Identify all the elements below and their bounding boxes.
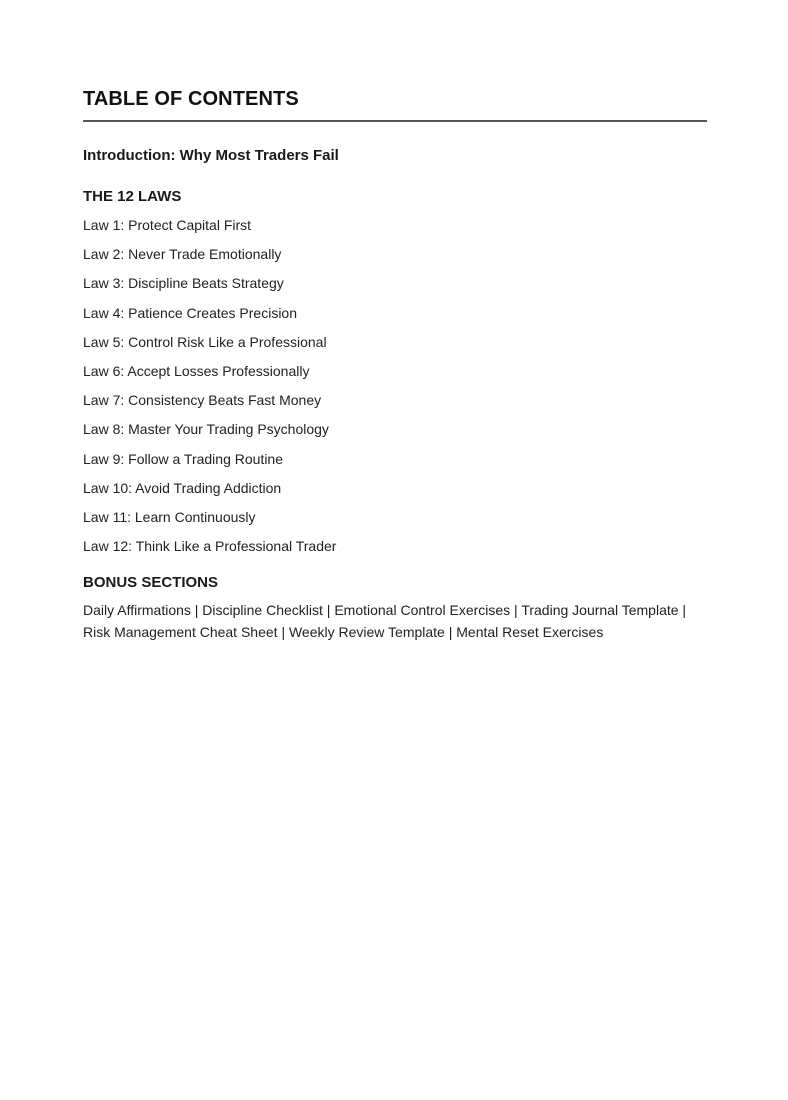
toc-entry-law-12: Law 12: Think Like a Professional Trader xyxy=(83,538,337,555)
bonus-section-heading: BONUS SECTIONS xyxy=(83,574,219,592)
laws-section-heading: THE 12 LAWS xyxy=(83,188,182,205)
toc-entry-law-5: Law 5: Control Risk Like a Professional xyxy=(83,333,327,350)
laws-list xyxy=(83,215,707,565)
toc-entry-law-7: Law 7: Consistency Beats Fast Money xyxy=(83,392,322,409)
page-title: TABLE OF CONTENTS xyxy=(83,88,299,110)
toc-entry-law-10: Law 10: Avoid Trading Addiction xyxy=(83,479,282,496)
toc-entry-law-9: Law 9: Follow a Trading Routine xyxy=(83,450,283,467)
title-divider xyxy=(83,120,707,122)
toc-entry-law-6: Law 6: Accept Losses Professionally xyxy=(83,362,310,379)
toc-entry-law-8: Law 8: Master Your Trading Psychology xyxy=(83,421,329,438)
toc-entry-law-3: Law 3: Discipline Beats Strategy xyxy=(83,275,284,292)
table-of-contents xyxy=(83,86,707,643)
toc-entry-law-2: Law 2: Never Trade Emotionally xyxy=(83,246,282,263)
bonus-sections-list: Daily Affirmations | Discipline Checklist | Emotional Control Exercises | Trading Journal Template | Risk Management Cheat Sheet | Weekly Review Template | Mental Reset Exercises xyxy=(83,602,687,641)
toc-entry-law-11: Law 11: Learn Continuously xyxy=(83,508,256,525)
toc-entry-law-4: Law 4: Patience Creates Precision xyxy=(83,304,297,321)
toc-entry-law-1: Law 1: Protect Capital First xyxy=(83,217,252,233)
toc-entry-introduction: Introduction: Why Most Traders Fail xyxy=(83,147,339,164)
